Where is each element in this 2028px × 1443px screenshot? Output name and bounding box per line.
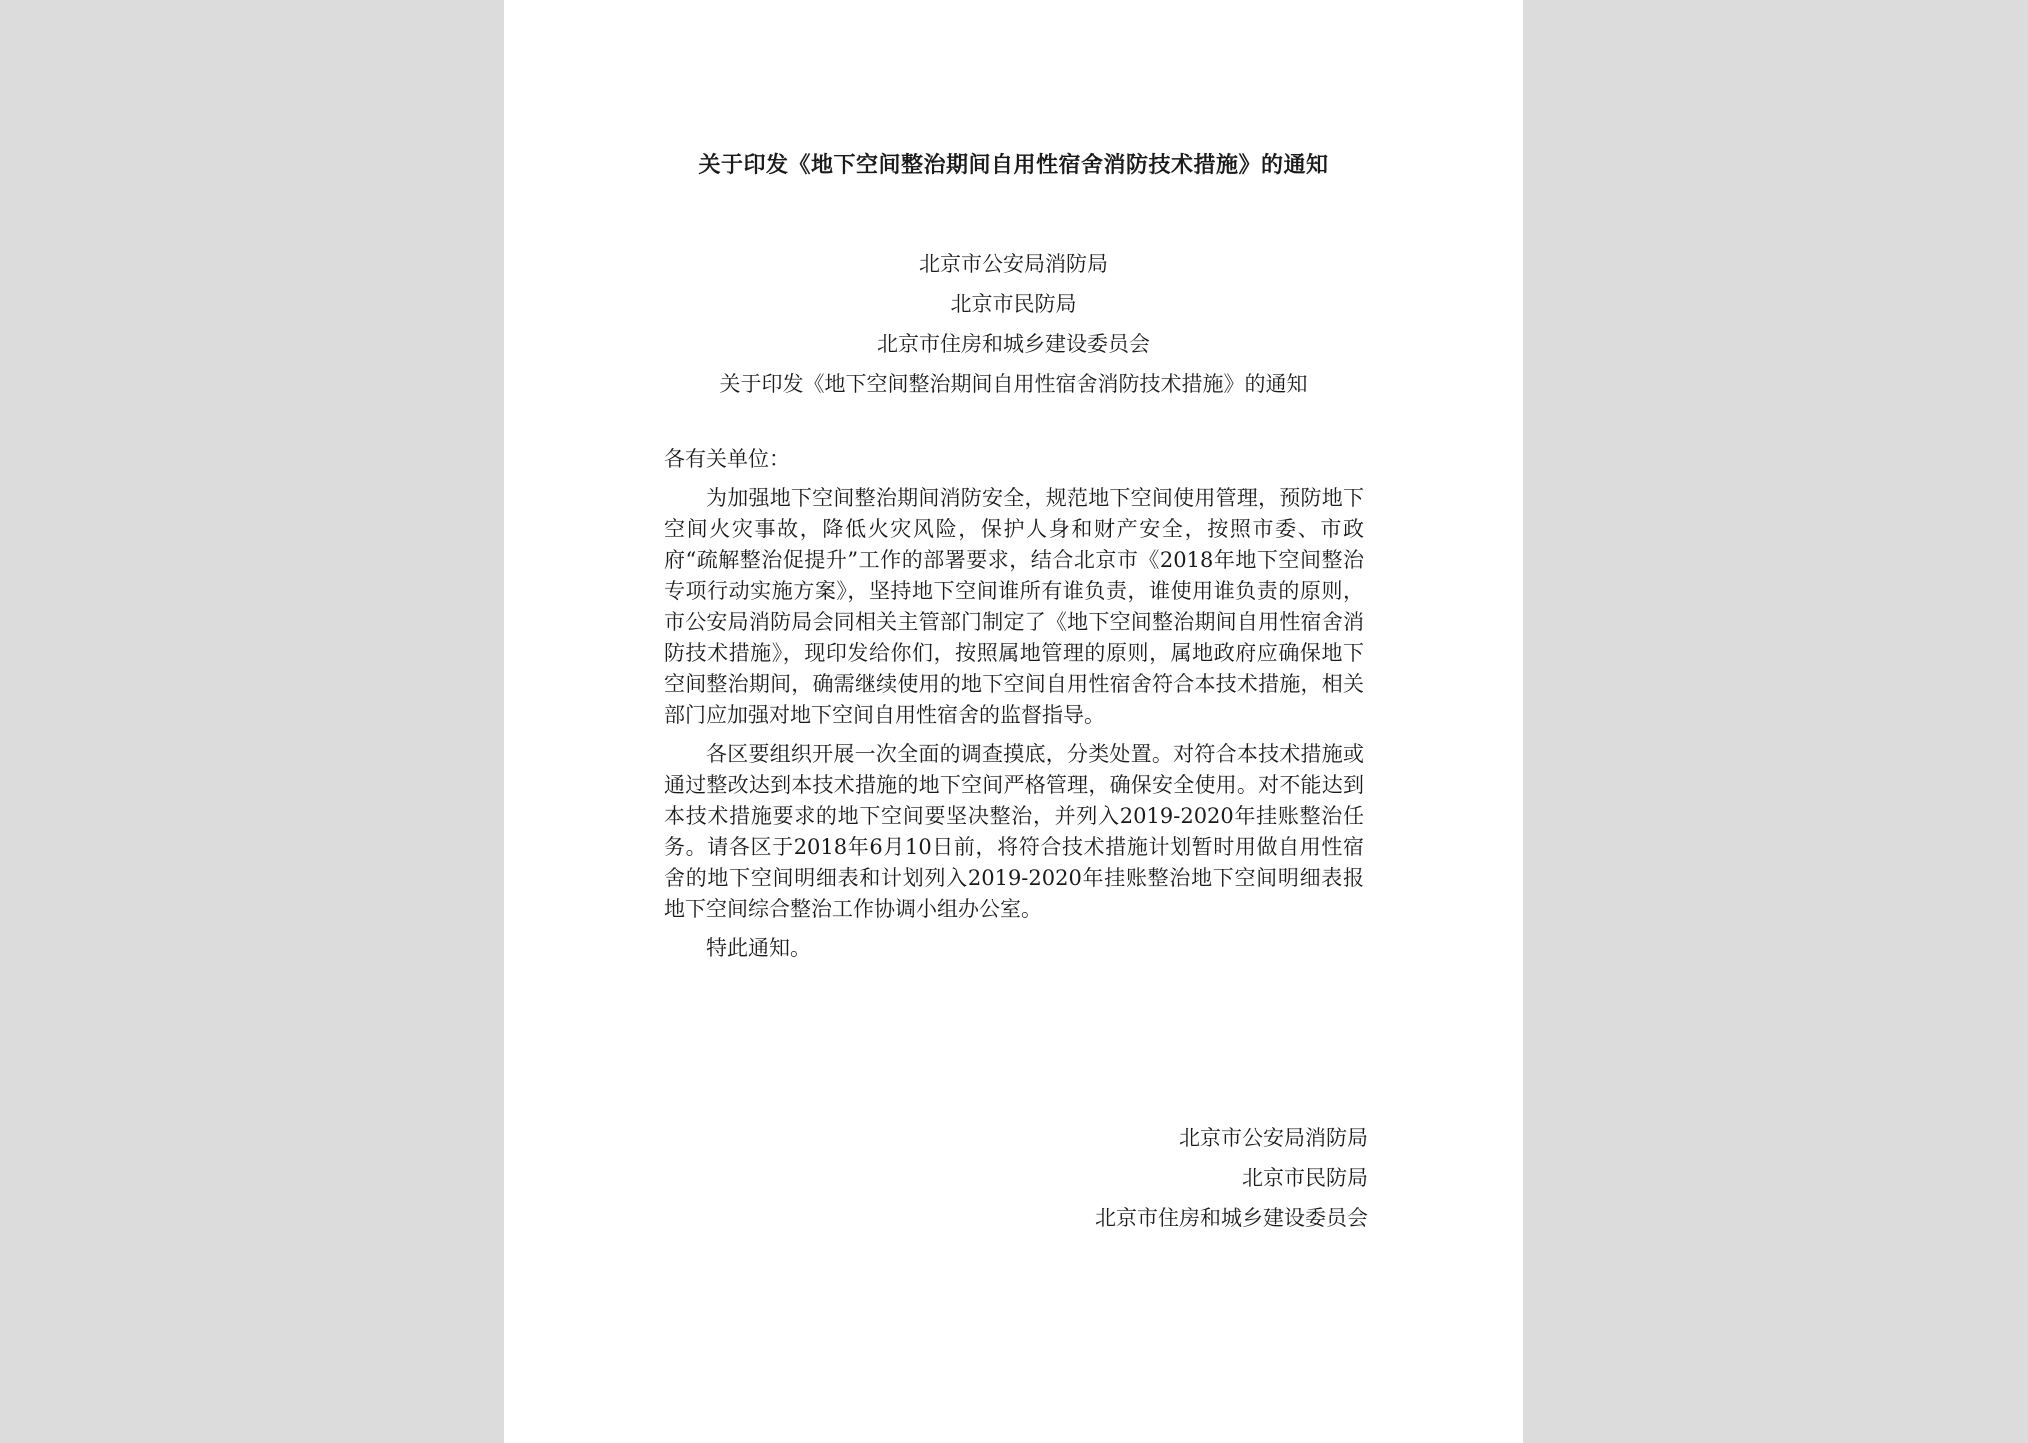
document-title: 关于印发《地下空间整治期间自用性宿舍消防技术措施》的通知 — [698, 152, 1329, 178]
issuer-subtitle: 关于印发《地下空间整治期间自用性宿舍消防技术措施》的通知 — [719, 372, 1308, 396]
signature-line: 北京市住房和城乡建设委员会 — [1095, 1206, 1368, 1230]
body-paragraph: 为加强地下空间整治期间消防安全，规范地下空间使用管理，预防地下空间火灾事故，降低火灾风险，保护人身和财产安全，按照市委、市政府“疏解整治促提升”工作的部署要求，结合北京市《2018年地下空间整治专项行动实施方案》，坚持地下空间谁所有谁负责，谁使用谁负责的原则，市公安局消防局会同相关主管部门制定了《地下空间整治期间自用性宿舍消防技术措施》，现印发给你们，按照属地管理的原则，属地政府应确保地下空间整治期间，确需继续使用的地下空间自用性宿舍符合本技术措施，相关部门应加强对地下空间自用性宿舍的监督指导。 — [664, 486, 1364, 727]
closing-line: 特此通知。 — [706, 936, 811, 960]
salutation: 各有关单位： — [664, 447, 790, 471]
document-page — [504, 0, 1523, 1443]
issuer-line: 北京市住房和城乡建设委员会 — [877, 332, 1150, 356]
body-paragraph: 各区要组织开展一次全面的调查摸底，分类处置。对符合本技术措施或通过整改达到本技术措施的地下空间严格管理，确保安全使用。对不能达到本技术措施要求的地下空间要坚决整治，并列入2019-2020年挂账整治任务。请各区于2018年6月10日前，将符合技术措施计划暂时用做自用性宿舍的地下空间明细表和计划列入2019-2020年挂账整治地下空间明细表报地下空间综合整治工作协调小组办公室。 — [664, 742, 1364, 921]
signature-block — [1095, 1118, 1368, 1238]
issuer-line: 北京市公安局消防局 — [919, 252, 1108, 276]
document-body — [664, 444, 1364, 972]
signature-line: 北京市民防局 — [1242, 1166, 1368, 1190]
issuer-line: 北京市民防局 — [950, 292, 1077, 316]
signature-line: 北京市公安局消防局 — [1179, 1126, 1368, 1150]
issuer-block — [504, 244, 1523, 404]
